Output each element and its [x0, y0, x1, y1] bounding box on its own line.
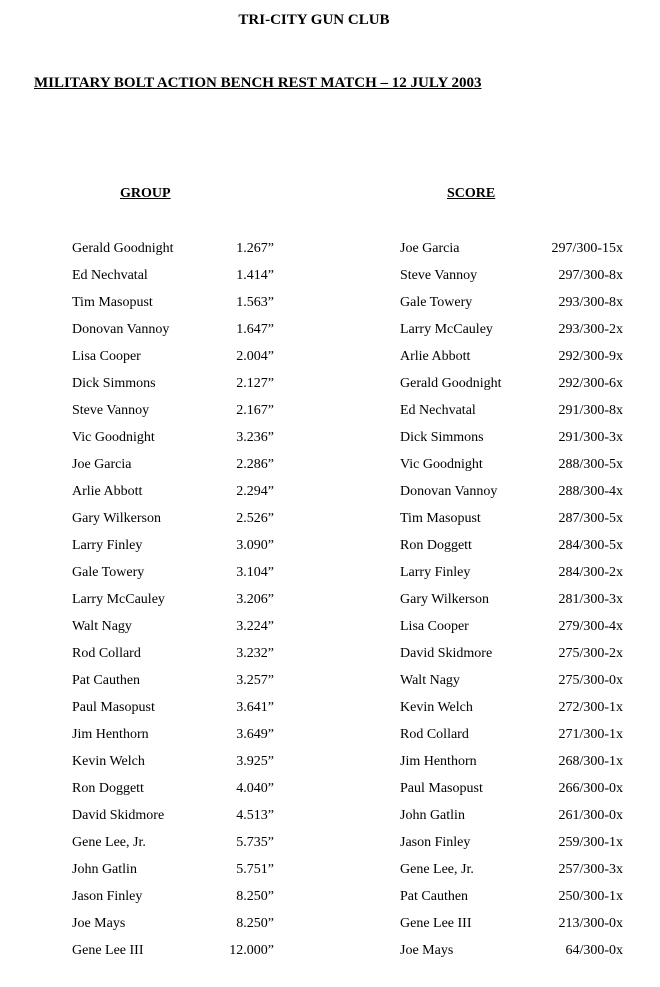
score-value: 281/300-3x	[558, 592, 623, 607]
group-column-heading: GROUP	[120, 186, 171, 201]
score-value: 287/300-5x	[558, 511, 623, 526]
shooter-name: Paul Masopust	[400, 781, 483, 796]
shooter-name: Steve Vannoy	[72, 403, 150, 418]
score-value: 279/300-4x	[558, 619, 623, 634]
score-value: 292/300-9x	[558, 349, 623, 364]
group-result-row	[72, 456, 272, 483]
group-size-value: 3.104”	[236, 565, 274, 580]
group-size-value: 5.751”	[236, 862, 274, 877]
score-value: 291/300-3x	[558, 430, 623, 445]
shooter-name: Vic Goodnight	[400, 457, 483, 472]
group-result-row	[72, 942, 272, 969]
group-result-row	[72, 699, 272, 726]
group-results-list	[72, 240, 272, 969]
score-value: 297/300-8x	[558, 268, 623, 283]
group-result-row	[72, 375, 272, 402]
score-result-row	[400, 267, 630, 294]
shooter-name: Joe Garcia	[72, 457, 132, 472]
score-result-row	[400, 645, 630, 672]
score-result-row	[400, 321, 630, 348]
group-size-value: 3.257”	[236, 673, 274, 688]
group-result-row	[72, 915, 272, 942]
shooter-name: Gene Lee, Jr.	[72, 835, 146, 850]
score-result-row	[400, 915, 630, 942]
shooter-name: Gale Towery	[72, 565, 145, 580]
group-result-row	[72, 483, 272, 510]
score-value: 259/300-1x	[558, 835, 623, 850]
score-value: 272/300-1x	[558, 700, 623, 715]
shooter-name: Kevin Welch	[72, 754, 145, 769]
shooter-name: Lisa Cooper	[400, 619, 469, 634]
group-size-value: 2.526”	[236, 511, 274, 526]
shooter-name: Gary Wilkerson	[400, 592, 489, 607]
group-result-row	[72, 321, 272, 348]
score-result-row	[400, 510, 630, 537]
shooter-name: Ron Doggett	[400, 538, 472, 553]
group-size-value: 3.641”	[236, 700, 274, 715]
shooter-name: Gene Lee III	[400, 916, 472, 931]
score-value: 266/300-0x	[558, 781, 623, 796]
group-result-row	[72, 834, 272, 861]
shooter-name: Larry Finley	[400, 565, 471, 580]
score-result-row	[400, 618, 630, 645]
score-result-row	[400, 240, 630, 267]
shooter-name: Ron Doggett	[72, 781, 144, 796]
shooter-name: Rod Collard	[72, 646, 141, 661]
score-result-row	[400, 699, 630, 726]
score-result-row	[400, 456, 630, 483]
group-result-row	[72, 726, 272, 753]
group-size-value: 1.563”	[236, 295, 274, 310]
group-result-row	[72, 780, 272, 807]
score-value: 291/300-8x	[558, 403, 623, 418]
shooter-name: Walt Nagy	[72, 619, 132, 634]
score-result-row	[400, 591, 630, 618]
score-value: 64/300-0x	[565, 943, 623, 958]
shooter-name: Jim Henthorn	[400, 754, 477, 769]
group-size-value: 3.649”	[236, 727, 274, 742]
score-value: 288/300-4x	[558, 484, 623, 499]
shooter-name: Lisa Cooper	[72, 349, 141, 364]
shooter-name: Joe Mays	[400, 943, 454, 958]
score-value: 213/300-0x	[558, 916, 623, 931]
shooter-name: Pat Cauthen	[72, 673, 141, 688]
score-result-row	[400, 942, 630, 969]
score-result-row	[400, 375, 630, 402]
score-result-row	[400, 834, 630, 861]
group-size-value: 3.236”	[236, 430, 274, 445]
score-value: 293/300-2x	[558, 322, 623, 337]
group-result-row	[72, 564, 272, 591]
score-value: 284/300-2x	[558, 565, 623, 580]
group-result-row	[72, 510, 272, 537]
group-size-value: 1.414”	[236, 268, 274, 283]
group-size-value: 12.000”	[229, 943, 274, 958]
score-result-row	[400, 294, 630, 321]
group-size-value: 8.250”	[236, 916, 274, 931]
shooter-name: Gene Lee, Jr.	[400, 862, 474, 877]
shooter-name: Larry McCauley	[400, 322, 493, 337]
shooter-name: David Skidmore	[72, 808, 165, 823]
group-result-row	[72, 618, 272, 645]
score-result-row	[400, 888, 630, 915]
shooter-name: Rod Collard	[400, 727, 469, 742]
group-result-row	[72, 861, 272, 888]
shooter-name: Arlie Abbott	[400, 349, 471, 364]
shooter-name: Ed Nechvatal	[72, 268, 148, 283]
group-result-row	[72, 348, 272, 375]
score-result-row	[400, 429, 630, 456]
match-subtitle: MILITARY BOLT ACTION BENCH REST MATCH – 12 JULY 2003	[34, 75, 482, 91]
score-value: 268/300-1x	[558, 754, 623, 769]
score-result-row	[400, 753, 630, 780]
score-results-list	[400, 240, 630, 969]
shooter-name: Tim Masopust	[400, 511, 481, 526]
group-result-row	[72, 402, 272, 429]
shooter-name: Joe Garcia	[400, 241, 460, 256]
shooter-name: Gene Lee III	[72, 943, 144, 958]
group-result-row	[72, 429, 272, 456]
shooter-name: Tim Masopust	[72, 295, 153, 310]
group-size-value: 3.224”	[236, 619, 274, 634]
score-value: 293/300-8x	[558, 295, 623, 310]
score-value: 284/300-5x	[558, 538, 623, 553]
group-size-value: 3.090”	[236, 538, 274, 553]
group-result-row	[72, 645, 272, 672]
score-column-heading: SCORE	[447, 186, 496, 201]
group-size-value: 5.735”	[236, 835, 274, 850]
score-result-row	[400, 780, 630, 807]
shooter-name: Gerald Goodnight	[72, 241, 174, 256]
score-value: 288/300-5x	[558, 457, 623, 472]
shooter-name: Jim Henthorn	[72, 727, 149, 742]
shooter-name: Gary Wilkerson	[72, 511, 161, 526]
shooter-name: Larry Finley	[72, 538, 143, 553]
group-result-row	[72, 537, 272, 564]
score-result-row	[400, 726, 630, 753]
shooter-name: Joe Mays	[72, 916, 126, 931]
group-size-value: 2.004”	[236, 349, 274, 364]
group-size-value: 8.250”	[236, 889, 274, 904]
group-size-value: 1.647”	[236, 322, 274, 337]
shooter-name: Steve Vannoy	[400, 268, 478, 283]
shooter-name: Dick Simmons	[72, 376, 156, 391]
score-result-row	[400, 807, 630, 834]
shooter-name: Walt Nagy	[400, 673, 460, 688]
shooter-name: Jason Finley	[72, 889, 143, 904]
shooter-name: Larry McCauley	[72, 592, 165, 607]
group-size-value: 3.206”	[236, 592, 274, 607]
group-result-row	[72, 888, 272, 915]
shooter-name: Kevin Welch	[400, 700, 473, 715]
shooter-name: Jason Finley	[400, 835, 471, 850]
document-title: TRI-CITY GUN CLUB	[238, 12, 390, 28]
group-result-row	[72, 672, 272, 699]
shooter-name: Vic Goodnight	[72, 430, 155, 445]
score-value: 292/300-6x	[558, 376, 623, 391]
score-value: 250/300-1x	[558, 889, 623, 904]
score-result-row	[400, 672, 630, 699]
group-size-value: 1.267”	[236, 241, 274, 256]
score-value: 257/300-3x	[558, 862, 623, 877]
group-result-row	[72, 267, 272, 294]
score-value: 275/300-0x	[558, 673, 623, 688]
score-value: 297/300-15x	[551, 241, 623, 256]
shooter-name: Paul Masopust	[72, 700, 155, 715]
score-result-row	[400, 537, 630, 564]
group-size-value: 2.167”	[236, 403, 274, 418]
group-size-value: 3.232”	[236, 646, 274, 661]
score-result-row	[400, 564, 630, 591]
shooter-name: Ed Nechvatal	[400, 403, 476, 418]
group-result-row	[72, 807, 272, 834]
group-size-value: 4.513”	[236, 808, 274, 823]
score-result-row	[400, 861, 630, 888]
group-result-row	[72, 591, 272, 618]
shooter-name: David Skidmore	[400, 646, 493, 661]
group-size-value: 2.286”	[236, 457, 274, 472]
shooter-name: Donovan Vannoy	[72, 322, 170, 337]
group-result-row	[72, 753, 272, 780]
group-result-row	[72, 294, 272, 321]
shooter-name: John Gatlin	[400, 808, 465, 823]
score-value: 271/300-1x	[558, 727, 623, 742]
group-size-value: 2.294”	[236, 484, 274, 499]
shooter-name: Arlie Abbott	[72, 484, 143, 499]
score-result-row	[400, 483, 630, 510]
shooter-name: Gerald Goodnight	[400, 376, 502, 391]
shooter-name: Pat Cauthen	[400, 889, 469, 904]
score-result-row	[400, 402, 630, 429]
score-value: 261/300-0x	[558, 808, 623, 823]
shooter-name: John Gatlin	[72, 862, 137, 877]
shooter-name: Donovan Vannoy	[400, 484, 498, 499]
group-size-value: 3.925”	[236, 754, 274, 769]
score-value: 275/300-2x	[558, 646, 623, 661]
group-size-value: 4.040”	[236, 781, 274, 796]
score-result-row	[400, 348, 630, 375]
shooter-name: Gale Towery	[400, 295, 473, 310]
group-result-row	[72, 240, 272, 267]
group-size-value: 2.127”	[236, 376, 274, 391]
shooter-name: Dick Simmons	[400, 430, 484, 445]
